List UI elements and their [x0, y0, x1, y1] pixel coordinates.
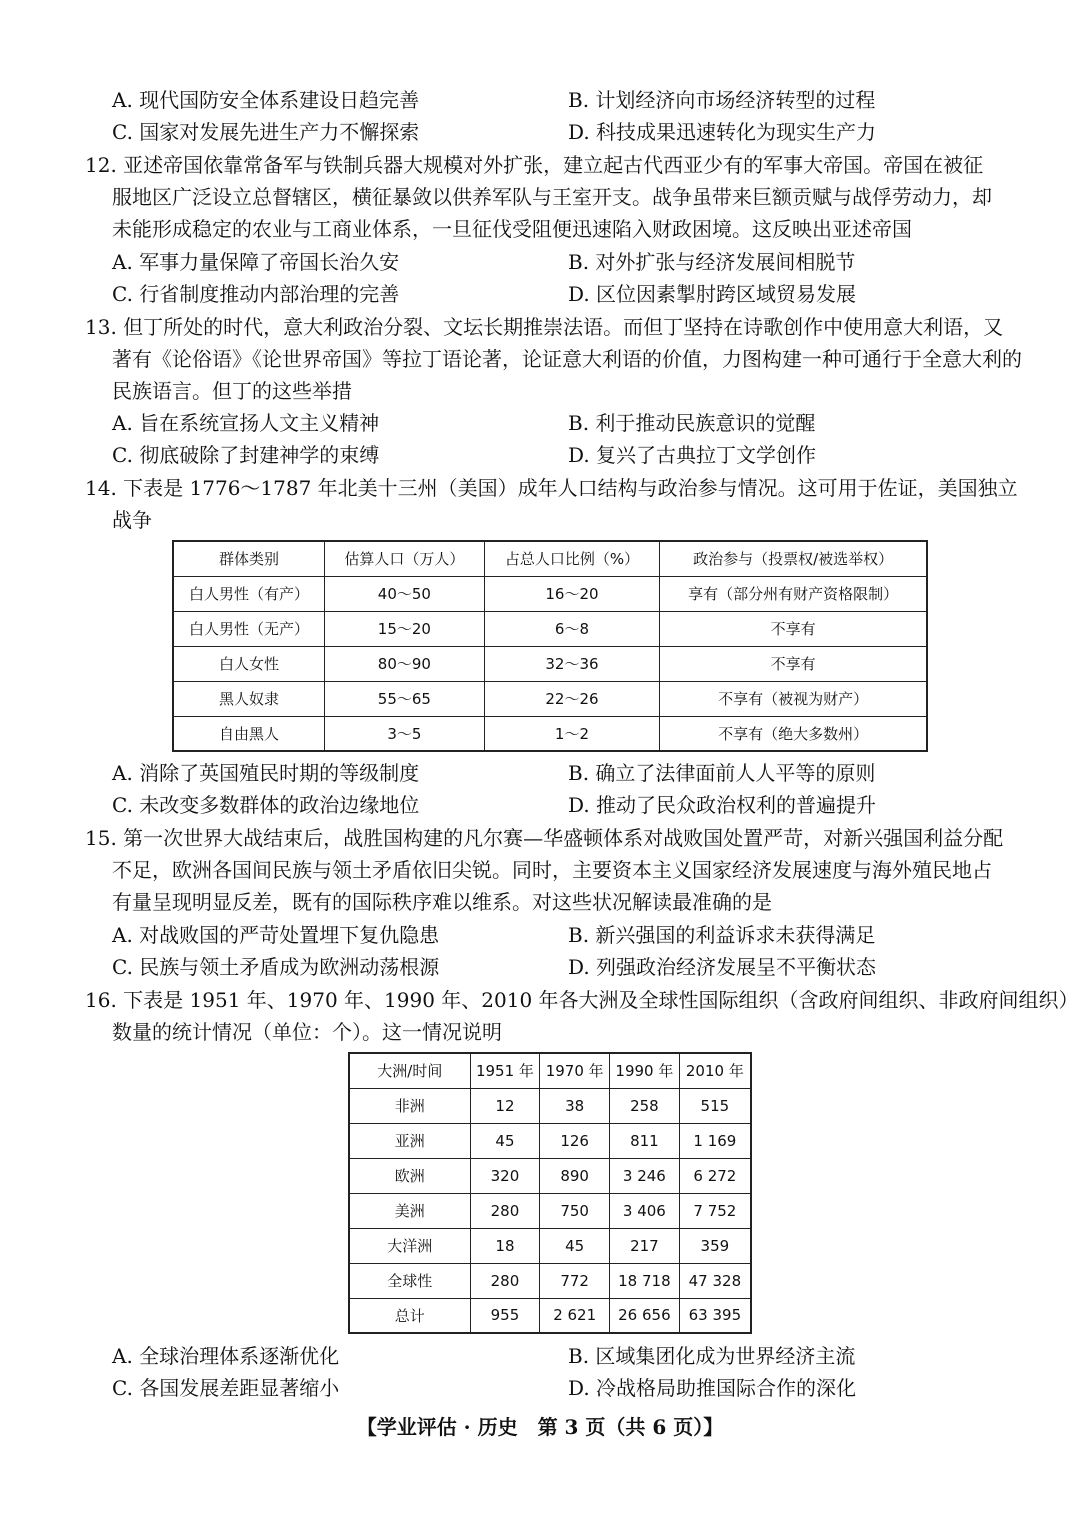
table-cell: 217 — [610, 1228, 680, 1263]
page-footer: 【学业评估 · 历史 第 3 页（共 6 页）】 — [356, 1415, 724, 1439]
table-cell: 黑人奴隶 — [173, 681, 325, 716]
table-row — [173, 681, 927, 716]
table-cell: 自由黑人 — [173, 716, 325, 751]
table-cell: 515 — [679, 1088, 751, 1123]
table-cell: 80～90 — [325, 646, 485, 681]
q12-option-c: C. 行省制度推动内部治理的完善 — [112, 282, 400, 306]
q15-stem-line-2: 不足，欧洲各国间民族与领土矛盾依旧尖锐。同时，主要资本主义国家经济发展速度与海外殖民地占 — [112, 858, 992, 882]
q16-stem-line-1: 16. 下表是 1951 年、1970 年、1990 年、2010 年各大洲及全球性国际组织（含政府间组织、非政府间组织） — [85, 988, 1079, 1012]
table-cell: 美洲 — [349, 1193, 470, 1228]
q12-option-a: A. 军事力量保障了帝国长治久安 — [112, 250, 400, 274]
table-cell: 22～26 — [484, 681, 660, 716]
table-cell: 3 406 — [610, 1193, 680, 1228]
table-cell: 890 — [540, 1158, 610, 1193]
table-header-cell: 政治参与（投票权/被选举权） — [660, 541, 927, 576]
q13-option-c: C. 彻底破除了封建神学的束缚 — [112, 443, 380, 467]
table-cell: 258 — [610, 1088, 680, 1123]
table-row — [173, 716, 927, 751]
table-cell: 6～8 — [484, 611, 660, 646]
q12-stem-line-3: 未能形成稳定的农业与工商业体系，一旦征伐受阻便迅速陷入财政困境。这反映出亚述帝国 — [112, 217, 912, 241]
q15-option-a: A. 对战败国的严苛处置埋下复仇隐患 — [112, 923, 440, 947]
table-row — [173, 646, 927, 681]
q11-option-b: B. 计划经济向市场经济转型的过程 — [568, 88, 876, 112]
q14-option-a: A. 消除了英国殖民时期的等级制度 — [112, 761, 420, 785]
table-cell: 320 — [470, 1158, 540, 1193]
table-cell: 非洲 — [349, 1088, 470, 1123]
table-header-cell: 占总人口比例（%） — [484, 541, 660, 576]
q12-option-d: D. 区位因素掣肘跨区域贸易发展 — [568, 282, 857, 306]
q14-option-d: D. 推动了民众政治权利的普遍提升 — [568, 793, 877, 817]
q14-option-b: B. 确立了法律面前人人平等的原则 — [568, 761, 876, 785]
q15-option-c: C. 民族与领土矛盾成为欧洲动荡根源 — [112, 955, 440, 979]
q11-option-a: A. 现代国防安全体系建设日趋完善 — [112, 88, 420, 112]
table-header-cell: 群体类别 — [173, 541, 325, 576]
table-cell: 126 — [540, 1123, 610, 1158]
table-row — [173, 576, 927, 611]
table-row — [349, 1088, 751, 1123]
q13-option-a: A. 旨在系统宣扬人文主义精神 — [112, 411, 380, 435]
table-cell: 55～65 — [325, 681, 485, 716]
table-cell: 47 328 — [679, 1263, 751, 1298]
table-cell: 7 752 — [679, 1193, 751, 1228]
table-cell: 38 — [540, 1088, 610, 1123]
table-cell: 15～20 — [325, 611, 485, 646]
q16-stem-line-2: 数量的统计情况（单位：个）。这一情况说明 — [112, 1020, 502, 1044]
q12-stem-line-2: 服地区广泛设立总督辖区，横征暴敛以供养军队与王室开支。战争虽带来巨额贡赋与战俘劳动力，却 — [112, 185, 992, 209]
table-cell: 享有（部分州有财产资格限制） — [660, 576, 927, 611]
q14-population-table — [172, 540, 928, 752]
table-cell: 2 621 — [540, 1298, 610, 1333]
table-header-cell: 1990 年 — [610, 1053, 680, 1088]
table-header-cell: 2010 年 — [679, 1053, 751, 1088]
q15-stem-line-1: 15. 第一次世界大战结束后，战胜国构建的凡尔赛—华盛顿体系对战败国处置严苛，对新兴强国利益分配 — [85, 826, 1004, 850]
q16-option-a: A. 全球治理体系逐渐优化 — [112, 1344, 340, 1368]
table-cell: 白人男性（有产） — [173, 576, 325, 611]
q16-option-d: D. 冷战格局助推国际合作的深化 — [568, 1376, 857, 1400]
table-cell: 63 395 — [679, 1298, 751, 1333]
table-cell: 359 — [679, 1228, 751, 1263]
q14-stem-line-1: 14. 下表是 1776～1787 年北美十三州（美国）成年人口结构与政治参与情况。这可用于佐证，美国独立 — [85, 476, 1018, 500]
table-cell: 280 — [470, 1263, 540, 1298]
q13-stem-line-3: 民族语言。但丁的这些举措 — [112, 379, 352, 403]
table-cell: 6 272 — [679, 1158, 751, 1193]
table-cell: 1 169 — [679, 1123, 751, 1158]
q13-option-b: B. 利于推动民族意识的觉醒 — [568, 411, 816, 435]
q11-option-d: D. 科技成果迅速转化为现实生产力 — [568, 120, 877, 144]
table-row — [349, 1228, 751, 1263]
table-cell: 1～2 — [484, 716, 660, 751]
table-cell: 45 — [470, 1123, 540, 1158]
table-cell: 811 — [610, 1123, 680, 1158]
table-row — [349, 1123, 751, 1158]
q15-stem-line-3: 有量呈现明显反差，既有的国际秩序难以维系。对这些状况解读最准确的是 — [112, 890, 772, 914]
table-header-row — [349, 1053, 751, 1088]
table-row — [349, 1158, 751, 1193]
table-cell: 955 — [470, 1298, 540, 1333]
table-cell: 欧洲 — [349, 1158, 470, 1193]
q13-option-d: D. 复兴了古典拉丁文学创作 — [568, 443, 817, 467]
table-cell: 12 — [470, 1088, 540, 1123]
q12-option-b: B. 对外扩张与经济发展间相脱节 — [568, 250, 856, 274]
table-header-row — [173, 541, 927, 576]
table-cell: 白人男性（无产） — [173, 611, 325, 646]
table-cell: 白人女性 — [173, 646, 325, 681]
table-cell: 3～5 — [325, 716, 485, 751]
table-header-cell: 估算人口（万人） — [325, 541, 485, 576]
table-header-cell: 1970 年 — [540, 1053, 610, 1088]
q16-organizations-table — [348, 1052, 752, 1334]
table-cell: 不享有（绝大多数州） — [660, 716, 927, 751]
table-cell: 26 656 — [610, 1298, 680, 1333]
table-cell: 772 — [540, 1263, 610, 1298]
q12-stem-line-1: 12. 亚述帝国依靠常备军与铁制兵器大规模对外扩张，建立起古代西亚少有的军事大帝国。帝国在被征 — [85, 153, 984, 177]
table-cell: 不享有 — [660, 646, 927, 681]
table-cell: 18 — [470, 1228, 540, 1263]
table-cell: 45 — [540, 1228, 610, 1263]
q15-option-d: D. 列强政治经济发展呈不平衡状态 — [568, 955, 877, 979]
table-cell: 3 246 — [610, 1158, 680, 1193]
table-cell: 不享有（被视为财产） — [660, 681, 927, 716]
q11-option-c: C. 国家对发展先进生产力不懈探索 — [112, 120, 420, 144]
q13-stem-line-1: 13. 但丁所处的时代，意大利政治分裂、文坛长期推崇法语。而但丁坚持在诗歌创作中使用意大利语，又 — [85, 315, 1004, 339]
table-row — [349, 1263, 751, 1298]
table-row — [349, 1193, 751, 1228]
table-cell: 亚洲 — [349, 1123, 470, 1158]
table-cell: 大洋洲 — [349, 1228, 470, 1263]
q13-stem-line-2: 著有《论俗语》《论世界帝国》等拉丁语论著，论证意大利语的价值，力图构建一种可通行于全意大利的 — [112, 347, 1022, 371]
q14-option-c: C. 未改变多数群体的政治边缘地位 — [112, 793, 420, 817]
table-cell: 不享有 — [660, 611, 927, 646]
table-row — [349, 1298, 751, 1333]
table-cell: 全球性 — [349, 1263, 470, 1298]
table-cell: 总计 — [349, 1298, 470, 1333]
table-header-cell: 1951 年 — [470, 1053, 540, 1088]
table-cell: 40～50 — [325, 576, 485, 611]
table-cell: 32～36 — [484, 646, 660, 681]
table-cell: 280 — [470, 1193, 540, 1228]
table-cell: 18 718 — [610, 1263, 680, 1298]
table-cell: 750 — [540, 1193, 610, 1228]
table-header-cell: 大洲/时间 — [349, 1053, 470, 1088]
table-cell: 16～20 — [484, 576, 660, 611]
q16-option-c: C. 各国发展差距显著缩小 — [112, 1376, 340, 1400]
q14-stem-line-2: 战争 — [112, 508, 152, 532]
table-row — [173, 611, 927, 646]
q16-option-b: B. 区域集团化成为世界经济主流 — [568, 1344, 856, 1368]
q15-option-b: B. 新兴强国的利益诉求未获得满足 — [568, 923, 876, 947]
